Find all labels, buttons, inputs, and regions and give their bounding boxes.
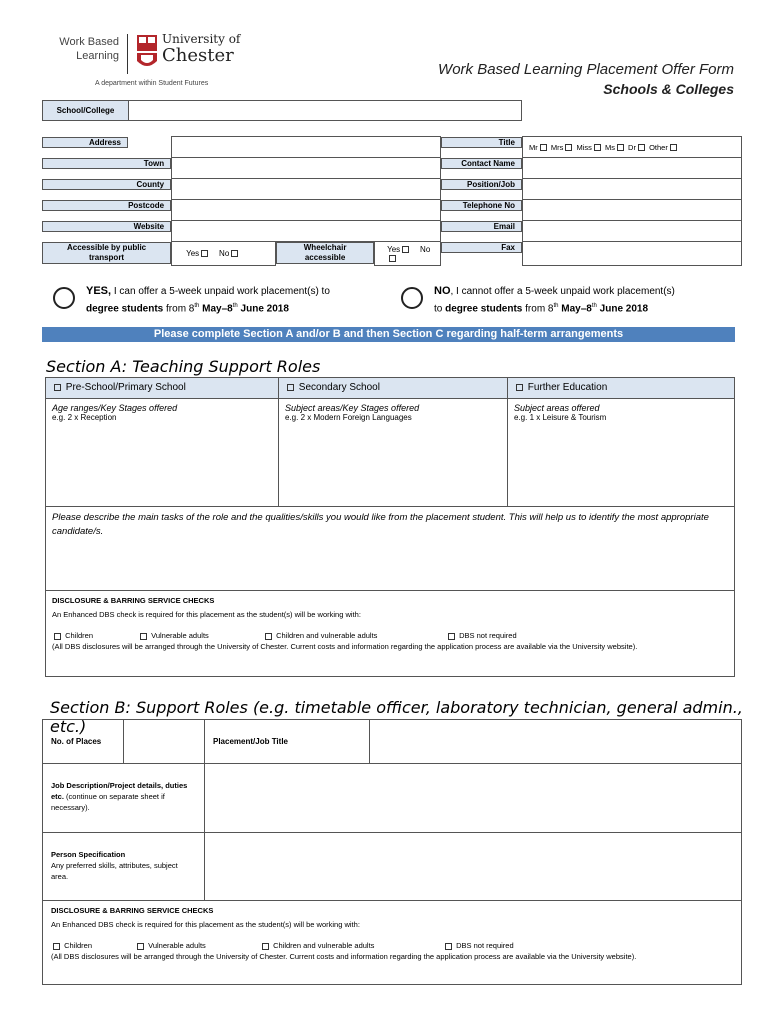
no-offer-line1: , I cannot offer a 5-week unpaid work placement(s) [450, 286, 675, 297]
section-b-title: Section B: Support Roles (e.g. timetable officer, laboratory technician, general admin., etc.) [50, 698, 743, 736]
dbs-a-both[interactable]: Children and vulnerable adults [263, 630, 446, 641]
yes-offer-text: YES, I can offer a 5-week unpaid work placement(s) to degree students from 8th May–8th June 2018 [86, 285, 330, 315]
tagline: A department within Student Futures [95, 80, 209, 87]
town-input[interactable] [172, 158, 441, 179]
places-input[interactable] [124, 720, 205, 763]
dbs-b-none[interactable]: DBS not required [443, 940, 514, 951]
email-label: Email [441, 221, 522, 232]
title-options [523, 137, 742, 158]
position-input[interactable] [523, 179, 742, 200]
person-spec-row [43, 833, 741, 901]
secondary-checkbox-cell[interactable]: Secondary School [279, 378, 508, 398]
section-a-details-row [46, 399, 734, 507]
wheelchair-options [375, 242, 441, 266]
accessible-no[interactable]: No [219, 249, 240, 258]
yes-offer-degree: degree students [86, 303, 164, 315]
section-a-title: Section A: Teaching Support Roles [46, 357, 321, 376]
person-spec-input[interactable] [205, 833, 741, 900]
wbl-line1: Work Based [59, 36, 119, 48]
further-ed-details[interactable]: Subject areas offered e.g. 1 x Leisure & Tourism [514, 403, 607, 422]
no-offer-degree: degree students [445, 303, 523, 315]
wbl-line2: Learning [76, 50, 119, 62]
position-label: Position/Job [441, 179, 522, 190]
title-label: Title [441, 137, 522, 148]
no-offer-text: NO, I cannot offer a 5-week unpaid work placement(s) to degree students from 8th May–8th June 2018 [434, 285, 675, 315]
title-option-other[interactable]: Other [649, 143, 679, 152]
accessible-options [172, 242, 276, 266]
school-college-row [42, 100, 522, 121]
wheelchair-yes[interactable]: Yes [387, 245, 411, 254]
section-a-box [45, 377, 735, 677]
job-title-label: Placement/Job Title [205, 720, 370, 763]
postcode-label: Postcode [42, 200, 171, 211]
fax-label: Fax [441, 242, 522, 253]
school-college-label: School/College [43, 101, 129, 120]
dbs-b-children[interactable]: Children [51, 940, 135, 951]
contact-name-label: Contact Name [441, 158, 522, 169]
dbs-section-b: DISCLOSURE & BARRING SERVICE CHECKS An Enhanced DBS check is required for this placement as the student(s) will be working with: Children Vulnerable adults Children and vulnerable adults DBS not required (All DBS disclosures will be arranged through the University of Chester. Current costs and information regarding the application process are available via the University website). [51, 906, 637, 961]
crest-icon [135, 33, 159, 71]
no-offer-bold: NO [434, 285, 451, 297]
yes-offer-bold: YES, [86, 285, 112, 297]
uni-line2: Chester [162, 45, 234, 66]
address-label: Address [42, 137, 128, 148]
job-description-row [43, 764, 741, 833]
job-description-label: Job Description/Project details, duties etc. (continue on separate sheet if necessary). [43, 764, 205, 832]
contact-name-input[interactable] [523, 158, 742, 179]
dbs-section-a: DISCLOSURE & BARRING SERVICE CHECKS An Enhanced DBS check is required for this placement as the student(s) will be working with: Children Vulnerable adults Children and vulnerable adults DBS not required (All DBS disclosures will be arranged through the University of Chester. Current costs and information regarding the application process are available via the University website). [52, 596, 638, 651]
secondary-checkbox[interactable] [287, 384, 294, 391]
title-option-ms[interactable]: Ms [605, 143, 626, 152]
telephone-input[interactable] [523, 200, 742, 221]
yes-offer-line1: I can offer a 5-week unpaid work placement(s) to [111, 286, 330, 297]
town-label: Town [42, 158, 171, 169]
dbs-a-children[interactable]: Children [52, 630, 138, 641]
logo-divider [127, 34, 128, 74]
job-title-input[interactable] [370, 720, 741, 763]
dbs-b-both[interactable]: Children and vulnerable adults [260, 940, 443, 951]
job-description-input[interactable] [205, 764, 741, 832]
title-option-dr[interactable]: Dr [628, 143, 647, 152]
places-label: No. of Places [43, 720, 124, 763]
preschool-checkbox[interactable] [54, 384, 61, 391]
title-option-miss[interactable]: Miss [576, 143, 602, 152]
wheelchair-label: Wheelchair accessible [276, 242, 374, 264]
address-input[interactable] [172, 137, 441, 158]
section-b-places-row [43, 720, 741, 764]
accessible-yes[interactable]: Yes [186, 249, 210, 258]
dbs-b-vulnerable[interactable]: Vulnerable adults [135, 940, 260, 951]
section-b-box [42, 719, 742, 985]
role-description-area[interactable]: Please describe the main tasks of the role and the qualities/skills you would like from the placement student. This will help us to identify the most appropriate candidate/s. [46, 507, 734, 591]
postcode-input[interactable] [172, 200, 441, 221]
no-offer-radio[interactable] [401, 287, 423, 309]
form-subtitle: Schools & Colleges [603, 81, 734, 97]
secondary-details[interactable]: Subject areas/Key Stages offered e.g. 2 x Modern Foreign Languages [279, 399, 508, 506]
section-a-header-row [46, 378, 734, 399]
preschool-details[interactable]: Age ranges/Key Stages offered e.g. 2 x Reception [46, 399, 279, 506]
county-input[interactable] [172, 179, 441, 200]
title-option-mr[interactable]: Mr [529, 143, 549, 152]
instruction-banner: Please complete Section A and/or B and then Section C regarding half-term arrangements [42, 327, 735, 342]
dbs-a-vulnerable[interactable]: Vulnerable adults [138, 630, 263, 641]
wheelchair-no[interactable]: No [387, 245, 430, 263]
county-label: County [42, 179, 171, 190]
website-input[interactable] [172, 221, 441, 242]
title-option-mrs[interactable]: Mrs [551, 143, 575, 152]
yes-offer-radio[interactable] [53, 287, 75, 309]
further-ed-checkbox-cell[interactable]: Further Education [508, 378, 734, 398]
further-ed-checkbox[interactable] [516, 384, 523, 391]
contact-table [42, 136, 742, 266]
uni-logo-text [162, 33, 240, 66]
telephone-label: Telephone No [441, 200, 522, 211]
website-label: Website [42, 221, 171, 232]
fax-input[interactable] [523, 242, 742, 266]
uni-line1: University of [162, 32, 241, 46]
wbl-logo [44, 35, 119, 63]
form-title: Work Based Learning Placement Offer Form [438, 61, 734, 78]
preschool-checkbox-cell[interactable]: Pre-School/Primary School [46, 378, 279, 398]
email-input[interactable] [523, 221, 742, 242]
person-spec-label: Person Specification Any preferred skills, attributes, subject area. [43, 833, 205, 900]
dbs-a-none[interactable]: DBS not required [446, 630, 517, 641]
accessible-label: Accessible by public transport [42, 242, 171, 264]
school-college-input[interactable] [129, 101, 521, 120]
